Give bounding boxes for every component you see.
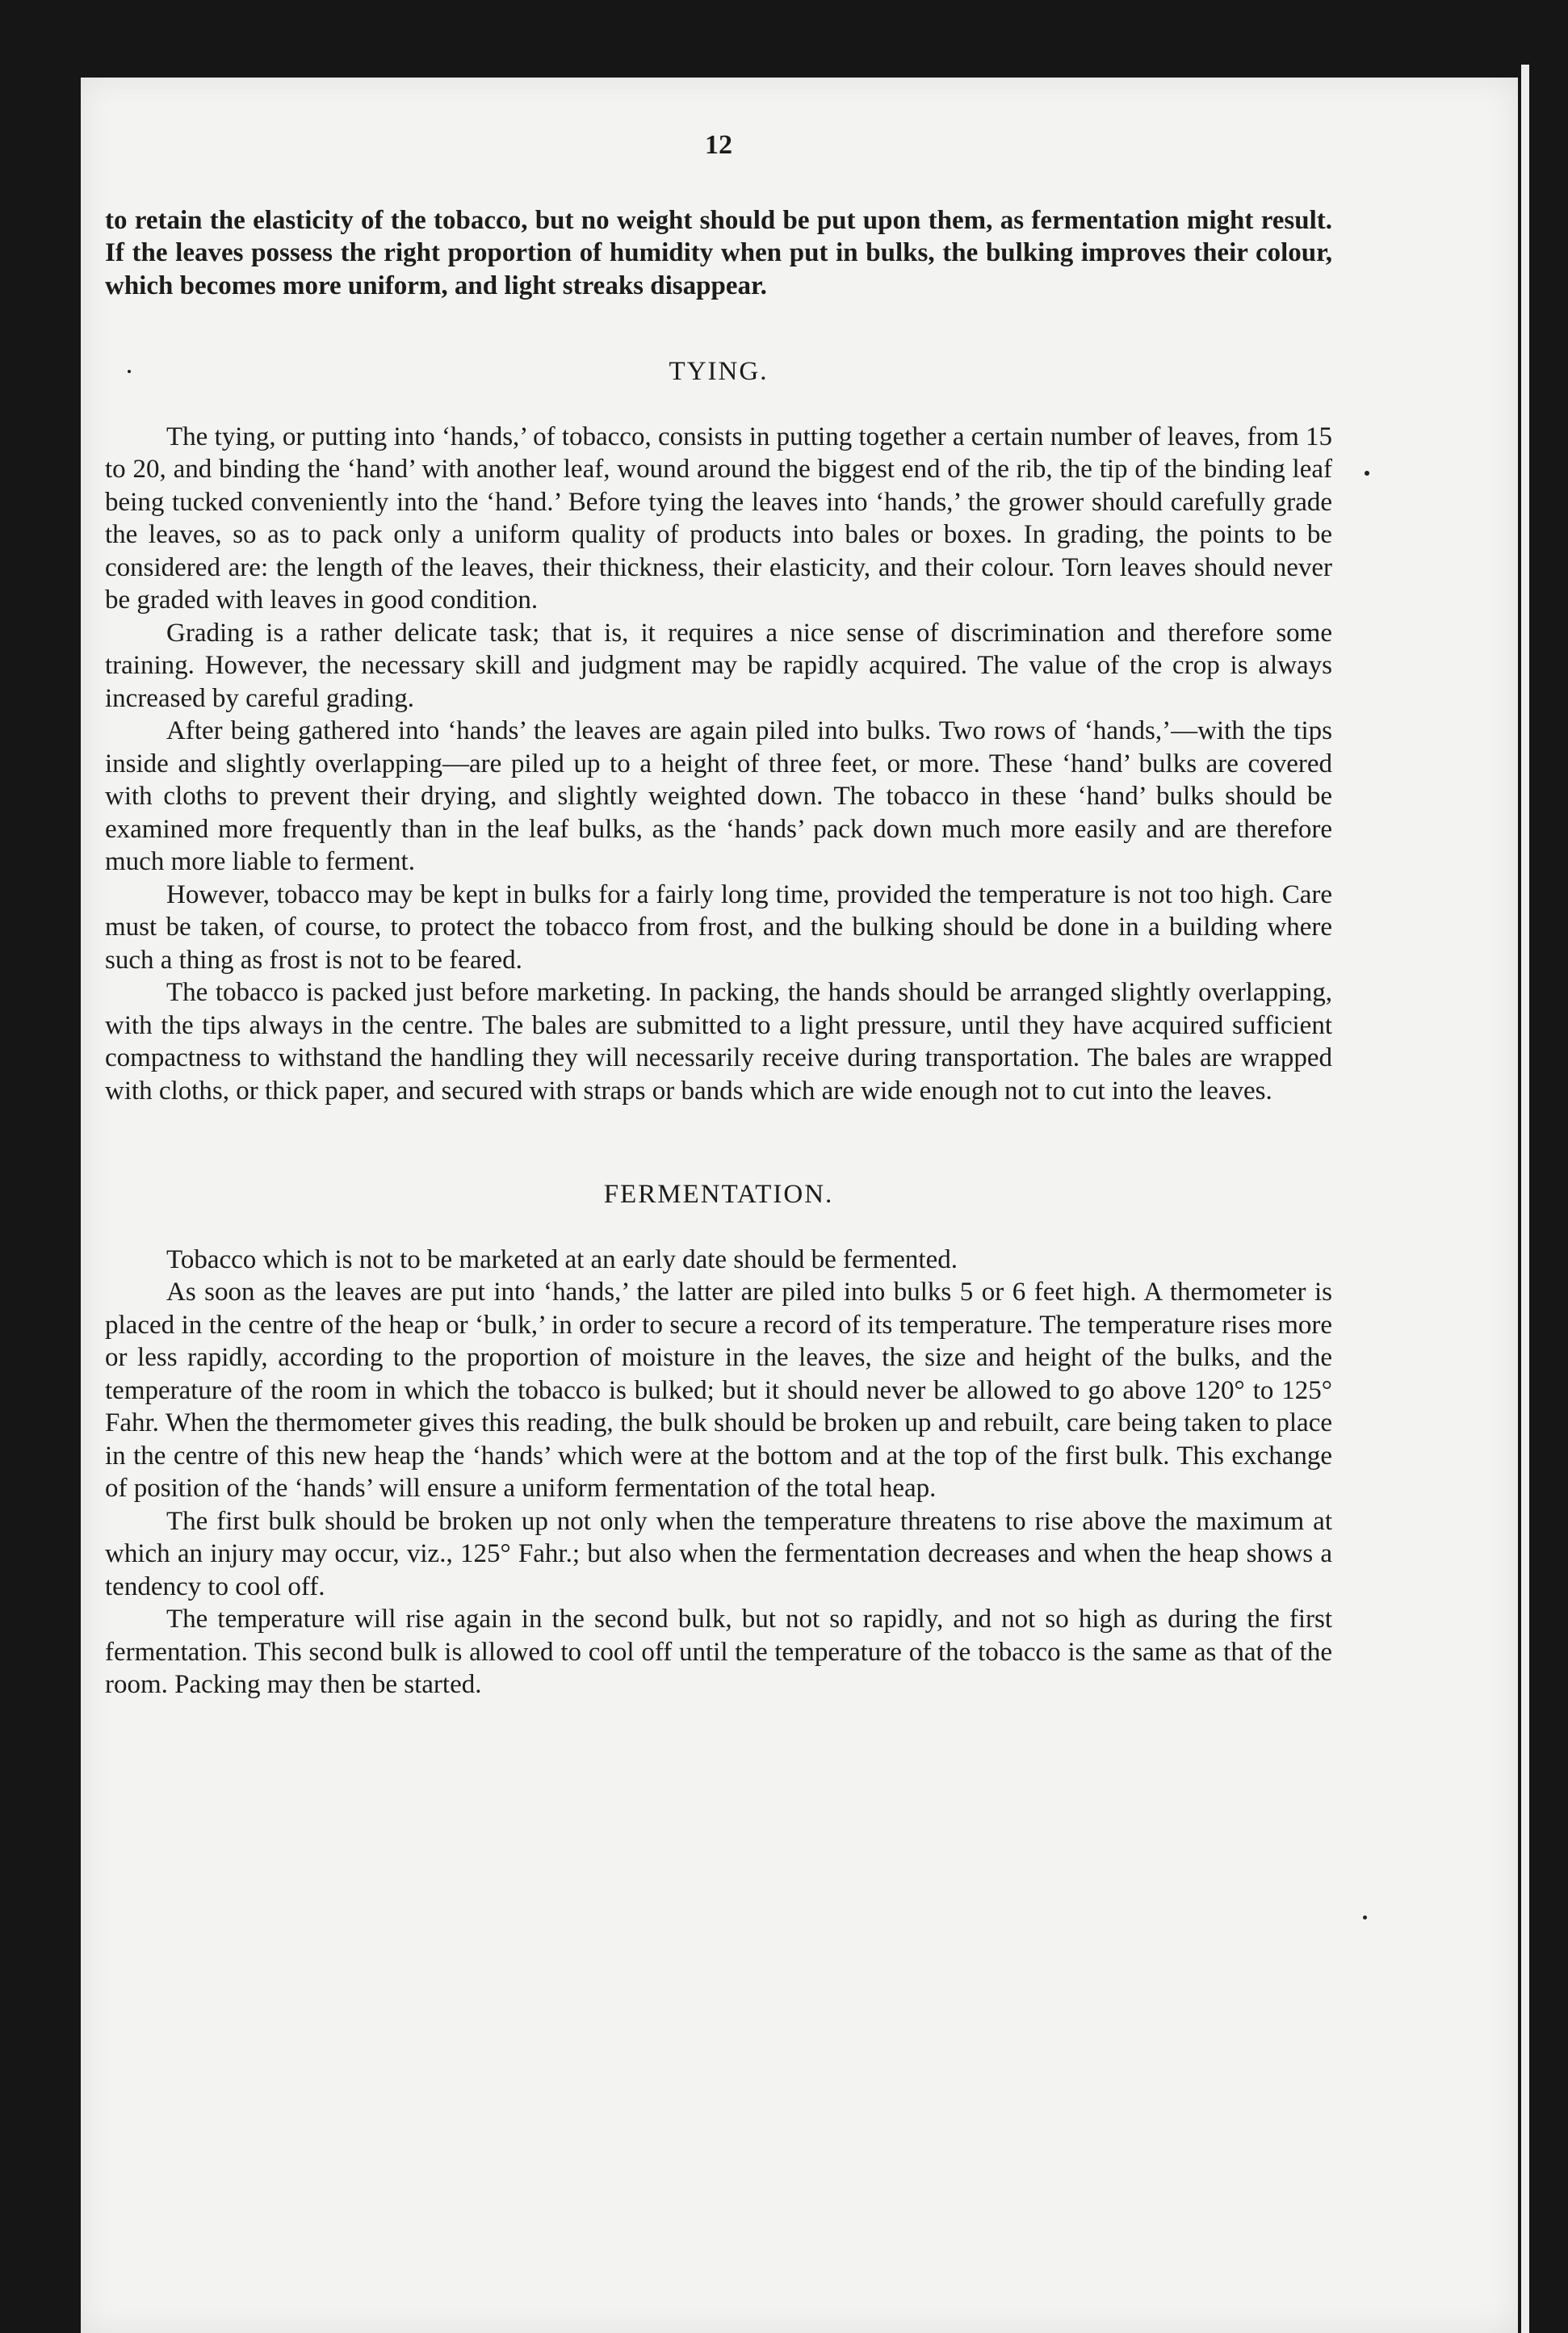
fermentation-paragraph-1: Tobacco which is not to be marketed at an early date should be fermented.: [166, 1244, 958, 1274]
tying-paragraph-5: The tobacco is packed just before marketing. In packing, the hands should be arranged slightly overlapping, with the tips always in the centre. The bales are submitted to a light pressure, until they have acquired sufficient compactness to withstand the handling they will necessarily receive during transportation. The bales are wrapped with cloths, or thick paper, and secured with straps or bands which are wide enough not to cut into the leaves.: [105, 978, 1332, 1106]
page-text: [105, 129, 1332, 1701]
fermentation-heading: FERMENTATION.: [603, 1180, 834, 1209]
tying-heading: TYING.: [669, 357, 769, 386]
tying-paragraph-3: After being gathered into ‘hands’ the leaves are again piled into bulks. Two rows of ‘hands,’—with the tips inside and slightly overlapping—are piled up to a height of three feet, or more. These ‘hand’ bulks are covered with cloths to prevent their drying, and slightly weighted down. The tobacco in these ‘hand’ bulks should be examined more frequently than in the leaf bulks, as the ‘hands’ pack down much more easily and are therefore much more liable to ferment.: [105, 716, 1332, 876]
tying-paragraph-2: Grading is a rather delicate task; that is, it requires a nice sense of discrimination and therefore some training. However, the necessary skill and judgment may be rapidly acquired. The value of the crop is always increased by careful grading.: [105, 618, 1332, 713]
ink-speck: [1363, 1915, 1367, 1920]
fermentation-paragraph-2: As soon as the leaves are put into ‘hands,’ the latter are piled into bulks 5 or 6 feet high. A thermometer is placed in the centre of the heap or ‘bulk,’ in order to secure a record of its temperature. The temperature rises more or less rapidly, according to the proportion of moisture in the leaves, the size and height of the bulks, and the temperature of the room in which the tobacco is bulked; but it should never be allowed to go above 120° to 125° Fahr. When the thermometer gives this reading, the bulk should be broken up and rebuilt, care being taken to place in the centre of this new heap the ‘hands’ which were at the bottom and at the top of the first bulk. This exchange of position of the ‘hands’ will ensure a uniform fermentation of the total heap.: [105, 1278, 1332, 1503]
tying-paragraph-1: The tying, or putting into ‘hands,’ of tobacco, consists in putting together a certain number of leaves, from 15 to 20, and binding the ‘hand’ with another leaf, wound around the biggest end of the rib, the tip of the binding leaf being tucked conveniently into the ‘hand.’ Before tying the leaves into ‘hands,’ the grower should carefully grade the leaves, so as to pack only a uniform quality of products into bales or boxes. In grading, the points to be considered are: the length of the leaves, their thickness, their elasticity, and their colour. Torn leaves should never be graded with leaves in good condition.: [105, 422, 1332, 615]
fermentation-paragraph-3: The first bulk should be broken up not only when the temperature threatens to rise above the maximum at which an injury may occur, viz., 125° Fahr.; but also when the fermentation decreases and when the heap shows a tendency to cool off.: [105, 1506, 1332, 1601]
tying-paragraph-4: However, tobacco may be kept in bulks for a fairly long time, provided the temperature is not too high. Care must be taken, of course, to protect the tobacco from frost, and the bulking should be done in a building where such a thing as frost is not to be feared.: [105, 879, 1332, 975]
fermentation-section: [105, 1244, 1332, 1701]
fermentation-paragraph-4: The temperature will rise again in the second bulk, but not so rapidly, and not so high as during the first fermentation. This second bulk is allowed to cool off until the temperature of the tobacco is the same as that of the room. Packing may then be started.: [105, 1605, 1332, 1699]
continued-paragraph: to retain the elasticity of the tobacco, but no weight should be put upon them, as fermentation might result. If the leaves possess the right proportion of humidity when put in bulks, the bulking improves their colour, which becomes more uniform, and light streaks disappear.: [105, 205, 1332, 300]
right-page-edge: [1521, 65, 1529, 2333]
tying-section: [105, 421, 1332, 1108]
ink-speck: [1365, 471, 1369, 476]
page-number: 12: [705, 130, 732, 160]
